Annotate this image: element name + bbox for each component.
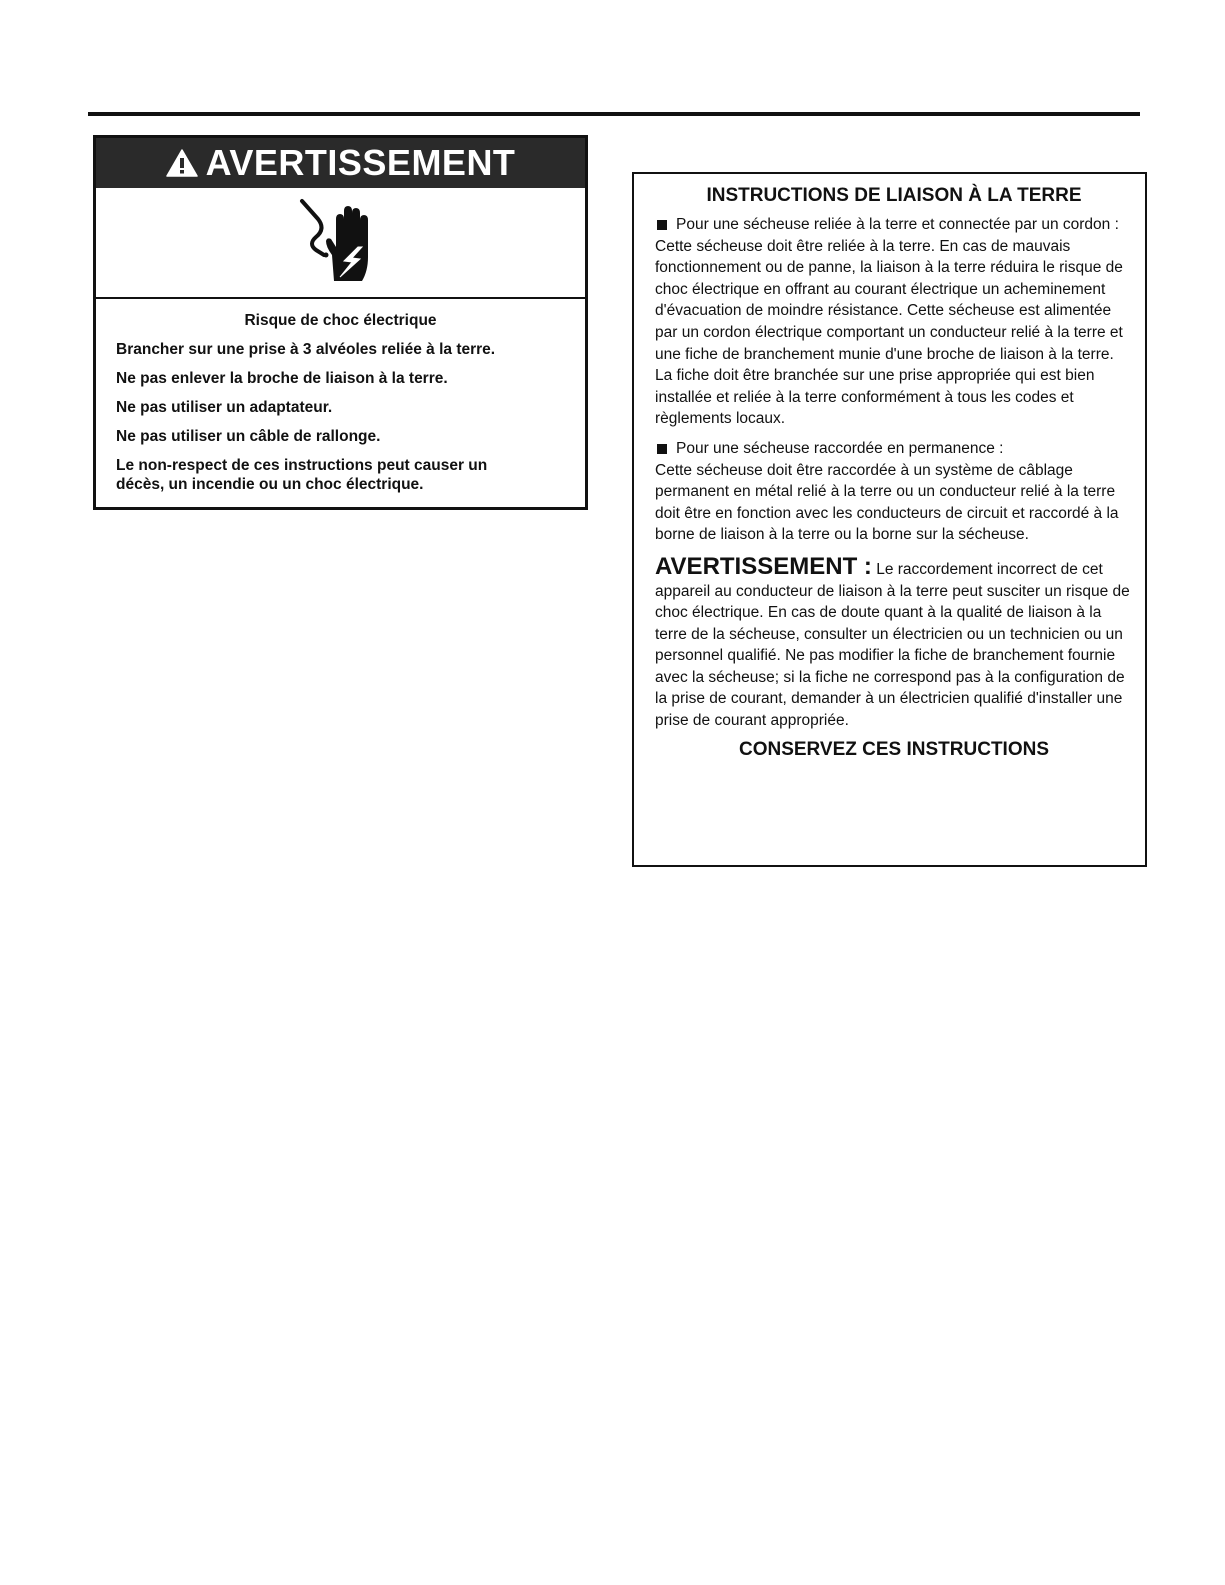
permanent-paragraph: Cette sécheuse doit être raccordée à un système de câblage permanent en métal relié à la terre ou un conducteur relié à la terre doit être en fonction avec les conducteurs de circuit et raccordé à la borne de liaison à la terre ou la borne sur la sécheuse. xyxy=(655,461,1119,544)
bullet-corded xyxy=(655,214,1133,236)
bullet-heading: Pour une sécheuse reliée à la terre et connectée par un cordon : xyxy=(676,216,1119,233)
warning-line: Ne pas enlever la broche de liaison à la terre. xyxy=(116,370,448,387)
instructions-title: INSTRUCTIONS DE LIAISON À LA TERRE xyxy=(706,185,1082,206)
electric-shock-hand-icon xyxy=(296,197,386,289)
warning-triangle-icon xyxy=(166,148,198,178)
warning-consequence: Le non-respect de ces instructions peut causer un décès, un incendie ou un choc électrique. xyxy=(116,457,488,493)
warning-header xyxy=(96,138,585,188)
top-rule xyxy=(88,112,1140,116)
warning-subtitle: Risque de choc électrique xyxy=(244,312,437,329)
warning-line: Brancher sur une prise à 3 alvéoles reliée à la terre. xyxy=(116,341,496,358)
warning-text: Le raccordement incorrect de cet appareil au conducteur de liaison à la terre peut susciter un risque de choc électrique. En cas de doute quant à la qualité de liaison à la terre de la sécheuse, consulter un électricien ou un technicien ou un personnel qualifié. Ne pas modifier la fiche de branchement fournie avec la sécheuse; si la fiche ne correspond pas à la configuration de la prise de courant, demander à un électricien qualifié d'installer une prise de courant appropriée. xyxy=(655,560,1130,730)
bullet-heading: Pour une sécheuse raccordée en permanence : xyxy=(676,439,1004,457)
warning-label: AVERTISSEMENT : xyxy=(655,552,872,580)
warning-icon-area xyxy=(96,188,585,299)
bullet-permanent xyxy=(655,438,1133,460)
warning-line: Ne pas utiliser un adaptateur. xyxy=(116,399,333,416)
warning-line: Ne pas utiliser un câble de rallonge. xyxy=(116,428,381,445)
warning-paragraph xyxy=(655,554,1133,732)
warning-box xyxy=(93,135,588,510)
bullet-square-icon xyxy=(657,444,667,454)
grounding-instructions-box xyxy=(632,172,1147,867)
corded-paragraph: Cette sécheuse doit être reliée à la terre. En cas de mauvais fonctionnement ou de panne, la liaison à la terre réduira le risque de choc électrique en offrant au courant électrique un acheminement d'évacuation de moindre résistance. Cette sécheuse est alimentée par un cordon électrique comportant un conducteur relié à la terre et une fiche de branchement munie d'une broche de liaison à la terre. La fiche doit être branchée sur une prise appropriée qui est bien installée et reliée à la terre conformément à tous les codes et règlements locaux. xyxy=(655,237,1123,428)
bullet-square-icon xyxy=(657,220,667,230)
warning-title: AVERTISSEMENT xyxy=(205,142,516,183)
warning-body xyxy=(96,311,585,494)
save-instructions: CONSERVEZ CES INSTRUCTIONS xyxy=(738,738,1050,760)
